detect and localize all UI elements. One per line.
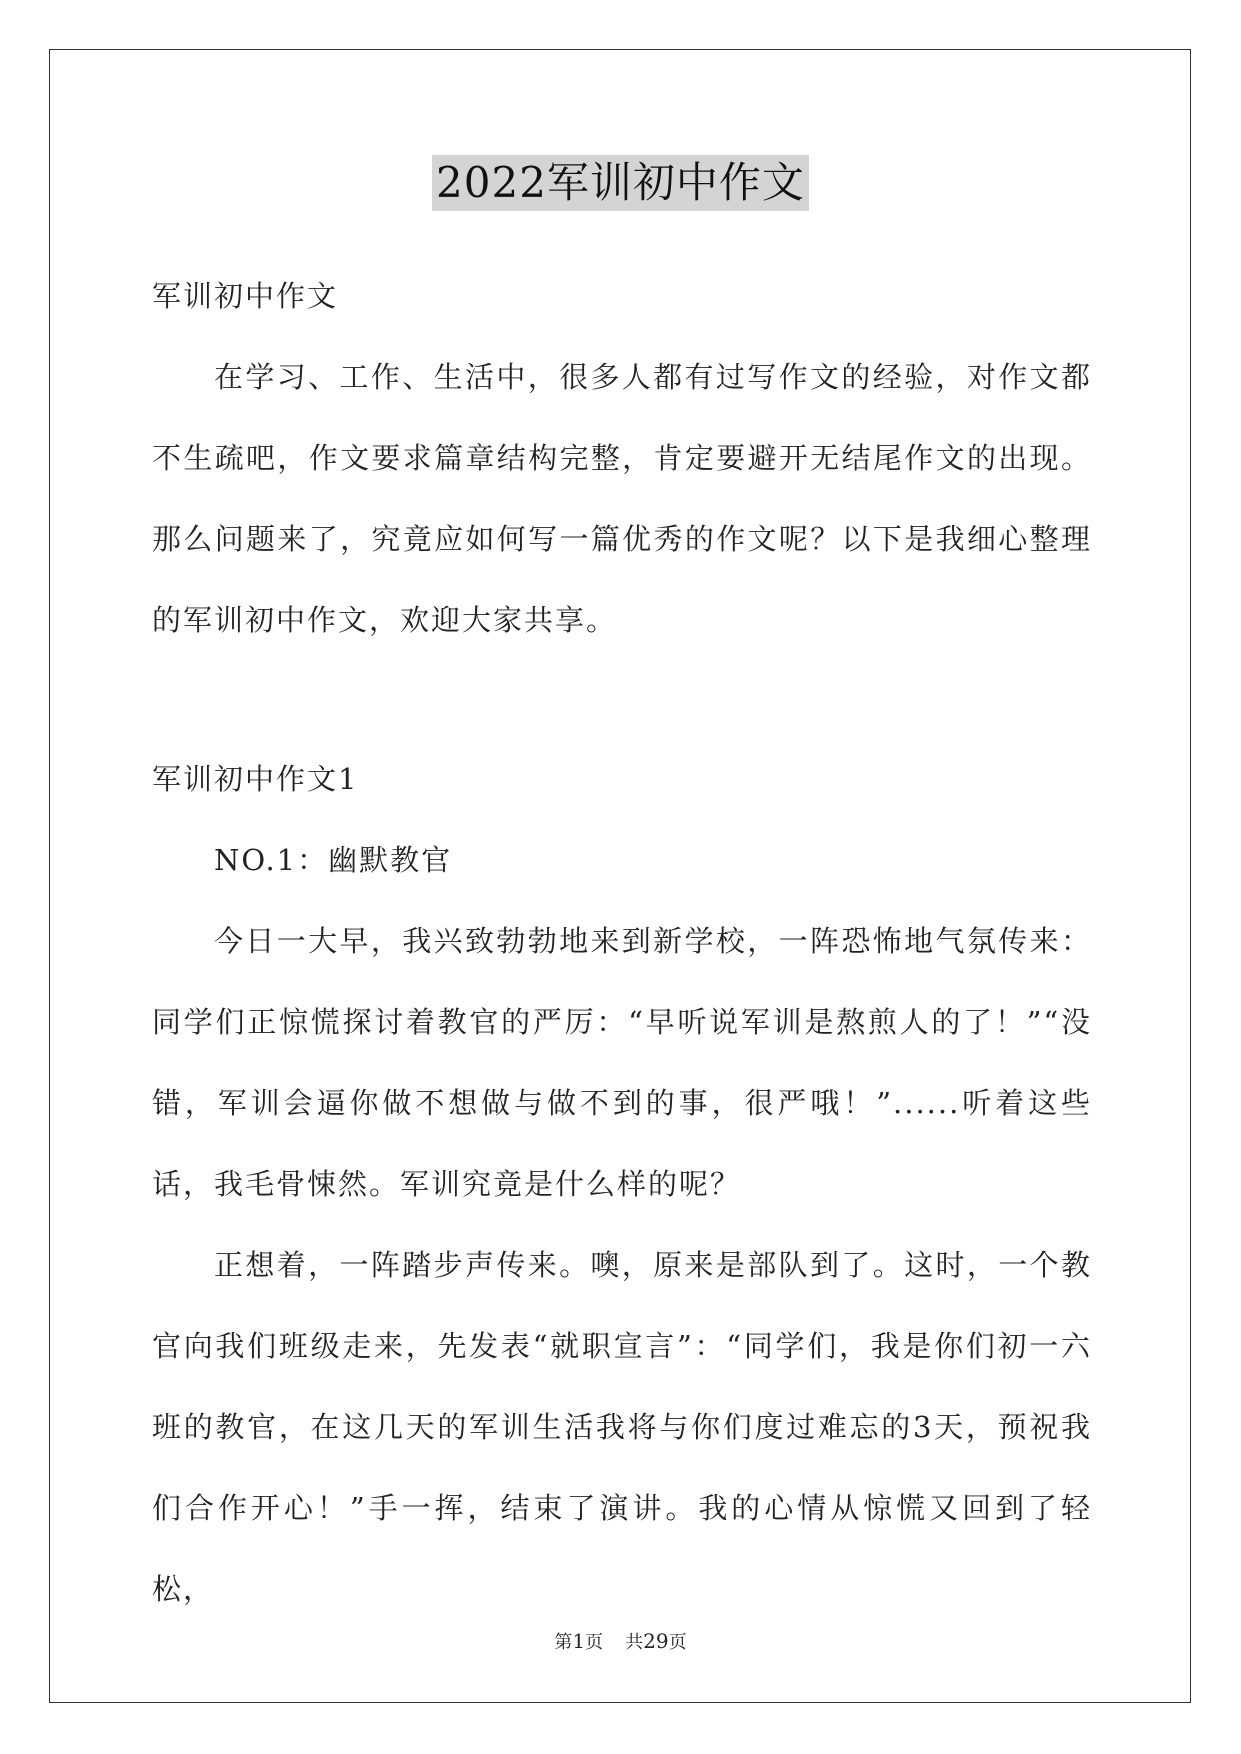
document-subtitle: 军训初中作文 — [152, 279, 339, 313]
page-prefix: 第 — [554, 1632, 573, 1653]
document-title: 2022军训初中作文 — [432, 155, 809, 211]
section-spacer — [152, 661, 1092, 739]
total-suffix: 页 — [668, 1632, 687, 1653]
page-footer — [0, 1628, 1241, 1654]
body-paragraph-2: 正想着，一阵踏步声传来。噢，原来是部队到了。这时，一个教官向我们班级走来，先发表“就职宣言”：“同学们，我是你们初一六班的教官，在这几天的军训生活我将与你们度过难忘的3天，预祝我们合作开心！”手一挥，结束了演讲。我的心情从惊慌又回到了轻松， — [152, 1248, 1092, 1606]
section-heading: 军训初中作文1 — [152, 762, 359, 796]
page-total: 29 — [643, 1629, 669, 1653]
body-paragraph-1: 今日一大早，我兴致勃勃地来到新学校，一阵恐怖地气氛传来：同学们正惊慌探讨着教官的严厉：“早听说军训是熬煎人的了！”“没错，军训会逼你做不想做与做不到的事，很严哦！”......听着这些话，我毛骨悚然。军训究竟是什么样的呢？ — [152, 924, 1092, 1201]
total-prefix: 共 — [625, 1632, 644, 1653]
document-body — [152, 256, 1092, 1630]
section-subheading: NO.1：幽默教官 — [214, 843, 453, 877]
title-container — [0, 155, 1241, 211]
page-label: 页 — [585, 1632, 604, 1653]
intro-paragraph: 在学习、工作、生活中，很多人都有过写作文的经验，对作文都不生疏吧，作文要求篇章结构完整，肯定要避开无结尾作文的出现。那么问题来了，究竟应如何写一篇优秀的作文呢？以下是我细心整理的军训初中作文，欢迎大家共享。 — [152, 360, 1092, 637]
page-number: 1 — [572, 1629, 586, 1653]
